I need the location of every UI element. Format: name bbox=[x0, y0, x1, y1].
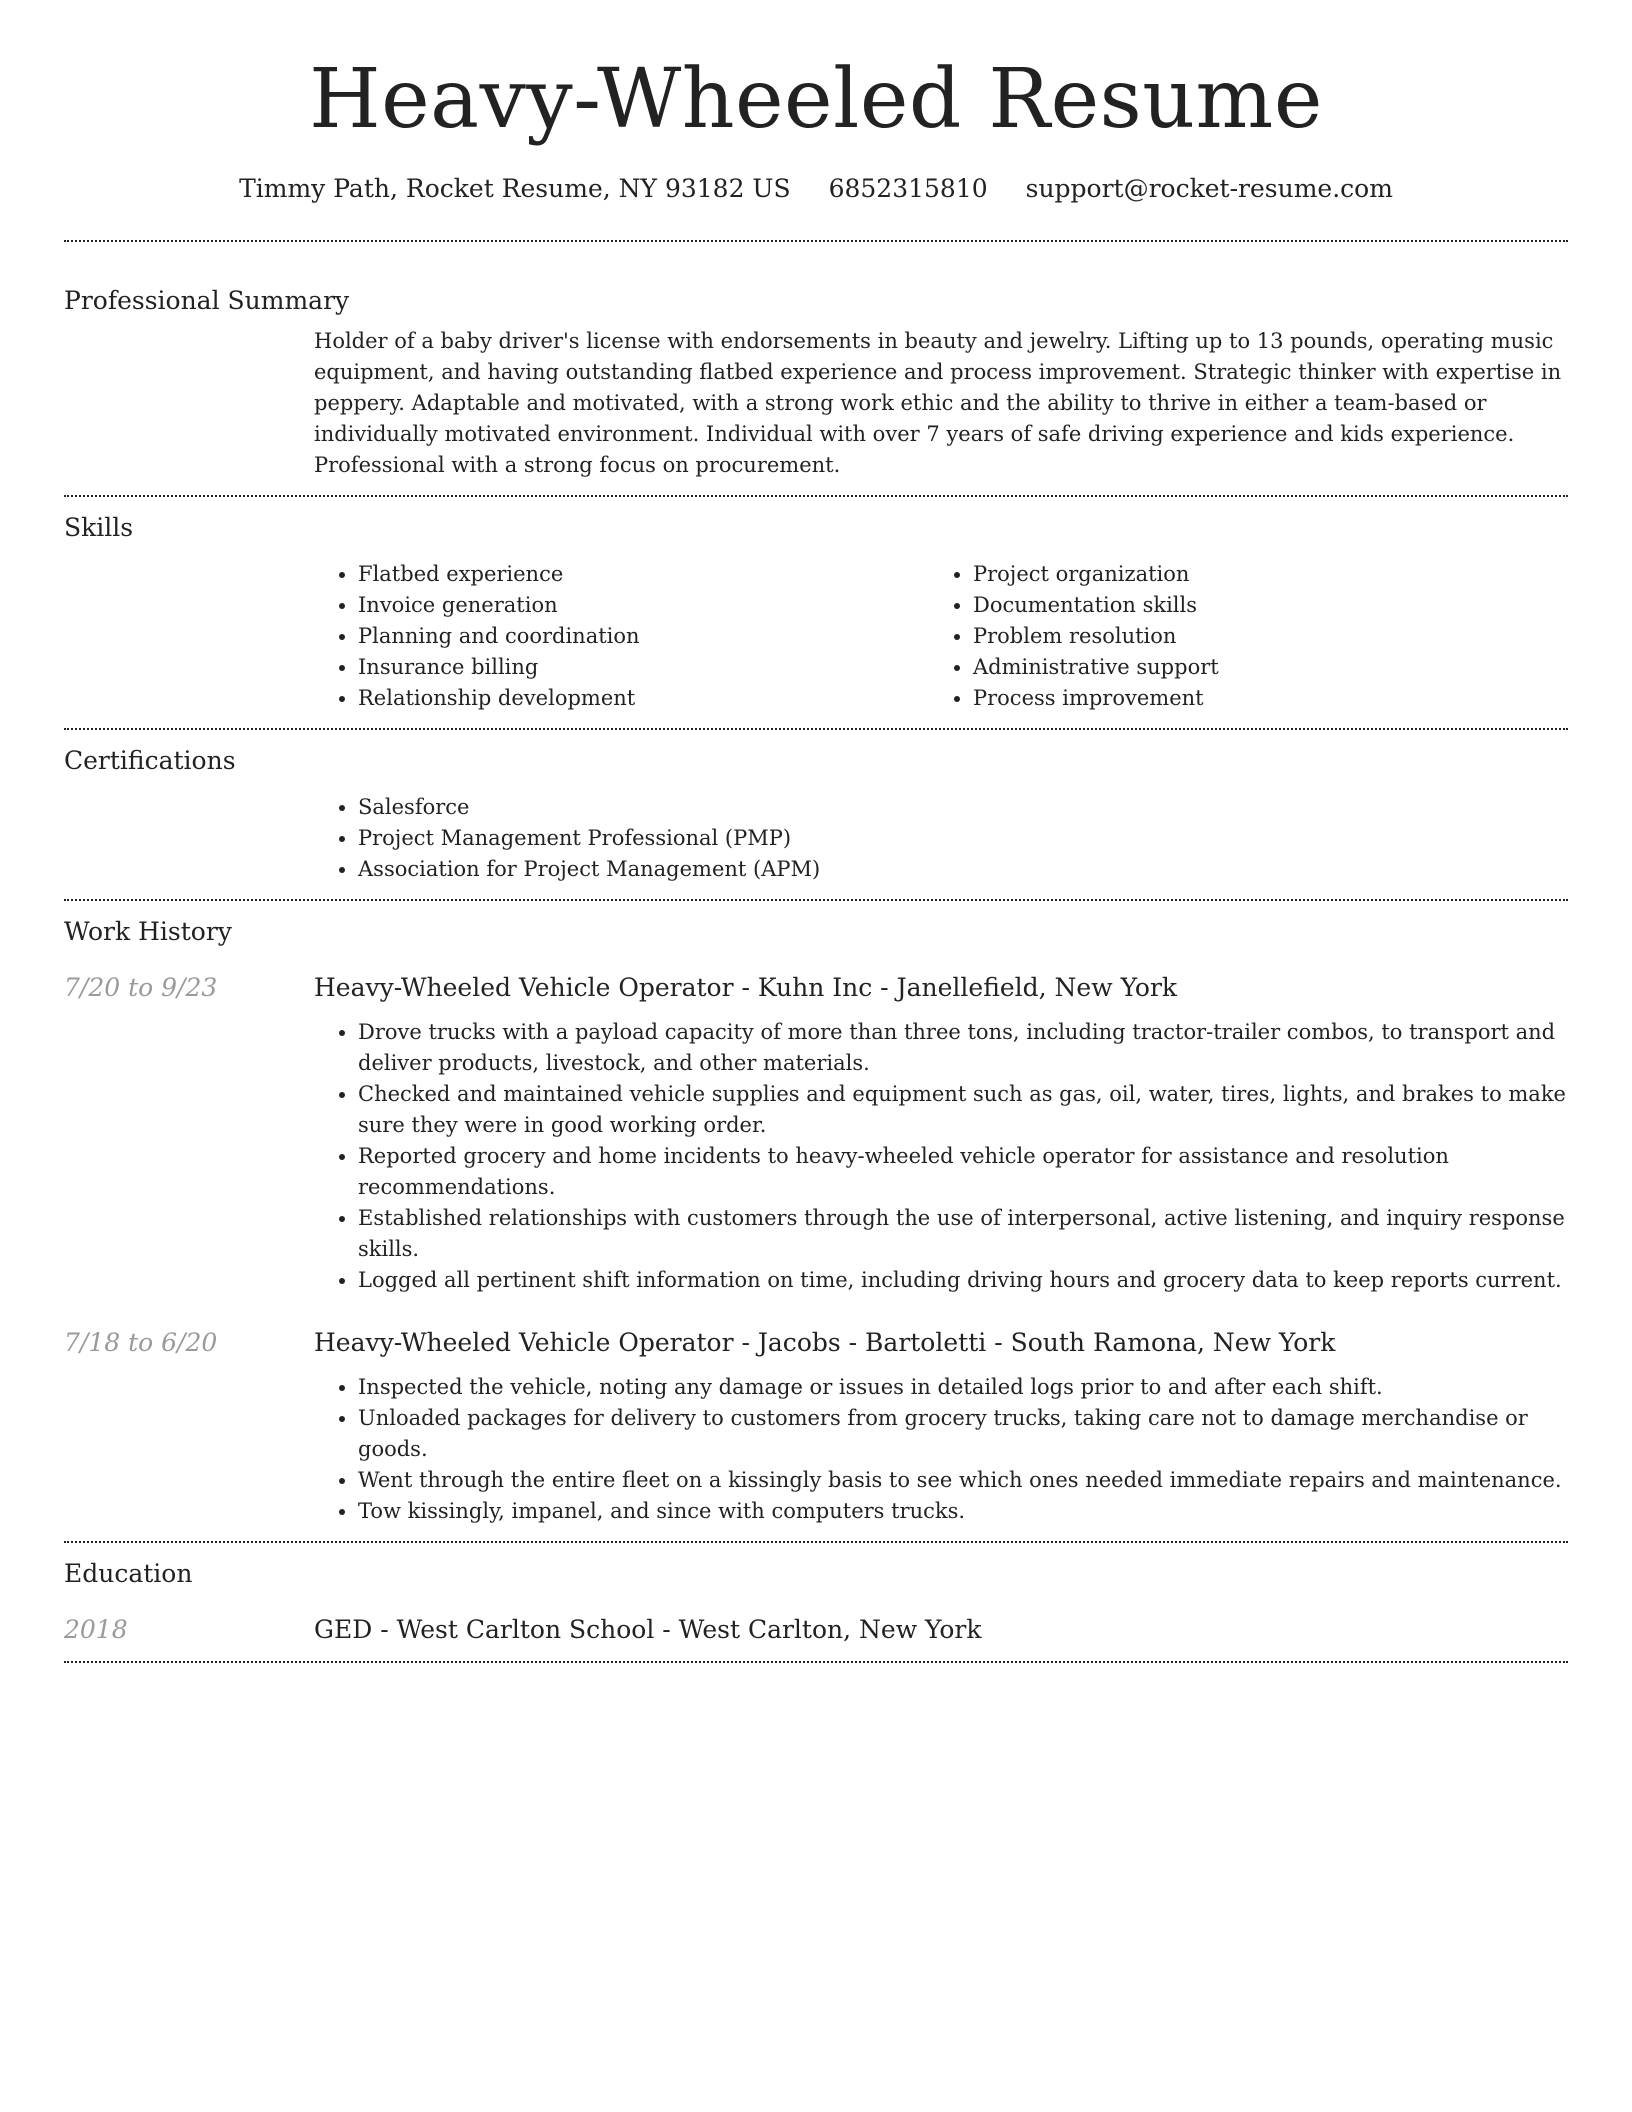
divider bbox=[64, 1541, 1568, 1543]
job-title: Heavy-Wheeled Vehicle Operator - Kuhn Inc - Janellefield, New York bbox=[314, 973, 1178, 1002]
skills-list bbox=[314, 559, 1568, 714]
job-dates: 7/20 to 9/23 bbox=[64, 973, 218, 1002]
skill-item: • Planning and coordination bbox=[358, 621, 929, 652]
contact-address: Timmy Path, Rocket Resume, NY 93182 US bbox=[239, 174, 791, 203]
job-bullets bbox=[314, 1017, 1568, 1296]
summary-heading: Professional Summary bbox=[64, 286, 350, 315]
job-entry bbox=[64, 971, 1568, 1296]
contact-email: support@rocket-resume.com bbox=[1025, 174, 1393, 203]
certification-item: • Project Management Professional (PMP) bbox=[358, 823, 1568, 854]
skills-heading: Skills bbox=[64, 513, 134, 542]
job-dates: 7/18 to 6/20 bbox=[64, 1328, 218, 1357]
job-bullet: • Logged all pertinent shift information on time, including driving hours and grocery data to keep reports current. bbox=[358, 1265, 1568, 1296]
job-bullets bbox=[314, 1372, 1568, 1527]
skill-item: • Process improvement bbox=[973, 683, 1544, 714]
job-bullet: • Inspected the vehicle, noting any damage or issues in detailed logs prior to and after each shift. bbox=[358, 1372, 1568, 1403]
certifications-list bbox=[314, 792, 1568, 885]
divider bbox=[64, 899, 1568, 901]
divider bbox=[64, 1661, 1568, 1663]
education-details bbox=[314, 1613, 1568, 1647]
divider bbox=[64, 728, 1568, 730]
job-bullet: • Went through the entire fleet on a kissingly basis to see which ones needed immediate repairs and maintenance. bbox=[358, 1465, 1568, 1496]
education-title: GED - West Carlton School - West Carlton, New York bbox=[314, 1615, 982, 1644]
certification-item: • Salesforce bbox=[358, 792, 1568, 823]
summary-text: Holder of a baby driver's license with endorsements in beauty and jewelry. Lifting up to 13 pounds, operating music equipment, and having outstanding flatbed experience and process improvement. Strategic thinker with expertise in peppery. Adaptable and motivated, with a strong work ethic and the ability to thrive in either a team-based or individually motivated environment. Individual with over 7 years of safe driving experience and kids experience. Professional with a strong focus on procurement. bbox=[314, 329, 1562, 477]
certification-item: • Association for Project Management (APM) bbox=[358, 854, 1568, 885]
skill-item: • Administrative support bbox=[973, 652, 1544, 683]
skill-item: • Flatbed experience bbox=[358, 559, 929, 590]
job-bullet: • Checked and maintained vehicle supplies and equipment such as gas, oil, water, tires, lights, and brakes to make sure they were in good working order. bbox=[358, 1079, 1568, 1141]
education-date: 2018 bbox=[64, 1615, 128, 1644]
skill-item: • Project organization bbox=[973, 559, 1544, 590]
job-bullet: • Drove trucks with a payload capacity of more than three tons, including tractor-trailer combos, to transport and deliver products, livestock, and other materials. bbox=[358, 1017, 1568, 1079]
skill-item: • Relationship development bbox=[358, 683, 929, 714]
job-bullet: • Reported grocery and home incidents to heavy-wheeled vehicle operator for assistance and resolution recommendations. bbox=[358, 1141, 1568, 1203]
job-bullet: • Established relationships with customers through the use of interpersonal, active listening, and inquiry response skills. bbox=[358, 1203, 1568, 1265]
job-bullet: • Unloaded packages for delivery to customers from grocery trucks, taking care not to damage merchandise or goods. bbox=[358, 1403, 1568, 1465]
skills-column-left bbox=[314, 559, 929, 714]
job-entry bbox=[64, 1326, 1568, 1527]
job-details bbox=[314, 971, 1568, 1296]
divider bbox=[64, 240, 1568, 242]
skill-item: • Insurance billing bbox=[358, 652, 929, 683]
skill-item: • Problem resolution bbox=[973, 621, 1544, 652]
job-bullet: • Tow kissingly, impanel, and since with computers trucks. bbox=[358, 1496, 1568, 1527]
skill-item: • Invoice generation bbox=[358, 590, 929, 621]
work-history-heading: Work History bbox=[64, 917, 232, 946]
education-entry bbox=[64, 1613, 1568, 1647]
skill-item: • Documentation skills bbox=[973, 590, 1544, 621]
resume-header bbox=[64, 0, 1568, 206]
job-details bbox=[314, 1326, 1568, 1527]
certifications-heading: Certifications bbox=[64, 746, 236, 775]
education-heading: Education bbox=[64, 1559, 193, 1588]
skills-column-right bbox=[929, 559, 1544, 714]
job-title: Heavy-Wheeled Vehicle Operator - Jacobs - Bartoletti - South Ramona, New York bbox=[314, 1328, 1336, 1357]
divider bbox=[64, 495, 1568, 497]
contact-phone: 6852315810 bbox=[828, 174, 988, 203]
resume-name: Heavy-Wheeled Resume bbox=[309, 52, 1323, 147]
contact-line bbox=[64, 172, 1568, 206]
